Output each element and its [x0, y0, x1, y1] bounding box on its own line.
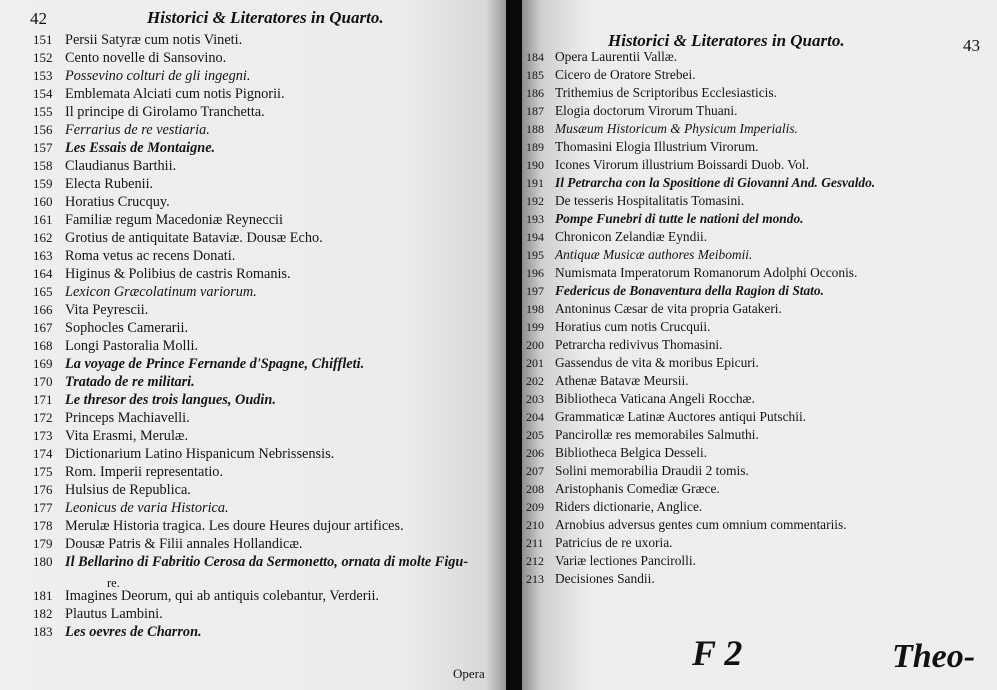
continuation-line: re. — [107, 576, 120, 590]
entry-title: Plautus Lambini. — [65, 606, 163, 622]
entry-number: 175 — [33, 464, 53, 479]
catalog-entry — [33, 391, 468, 409]
entry-number: 198 — [526, 302, 544, 316]
entry-number: 199 — [526, 320, 544, 334]
entry-title: Imagines Deorum, qui ab antiquis colebantur, Verderii. — [65, 588, 380, 604]
entry-title: Ferrarius de re vestiaria. — [65, 122, 210, 138]
entry-number: 180 — [33, 554, 53, 569]
catalog-entry — [33, 121, 468, 139]
entry-title: Icones Virorum illustrium Boissardi Duob. Vol. — [555, 157, 809, 172]
entry-title: Sophocles Camerarii. — [65, 320, 189, 336]
entry-title: Aristophanis Comediæ Græce. — [555, 481, 720, 496]
entry-number: 188 — [526, 122, 544, 136]
entry-number: 191 — [526, 176, 544, 190]
entry-title: Grammaticæ Latinæ Auctores antiqui Putschii. — [555, 409, 807, 424]
catalog-entry — [526, 156, 875, 174]
catalog-entry — [33, 193, 468, 211]
entry-number: 204 — [526, 410, 544, 424]
entry-number: 189 — [526, 140, 544, 154]
entry-number: 185 — [526, 68, 544, 82]
catalog-entry — [33, 139, 468, 157]
entry-number: 201 — [526, 356, 544, 370]
catalog-entry — [526, 390, 875, 408]
catalog-entry — [526, 570, 875, 588]
catalog-entry — [526, 174, 875, 192]
catalog-entry — [526, 426, 875, 444]
entry-number: 155 — [33, 104, 53, 119]
entry-number: 160 — [33, 194, 53, 209]
catalog-entry — [33, 605, 468, 623]
entry-title: Patricius de re uxoria. — [555, 535, 673, 550]
entry-number: 151 — [33, 32, 53, 47]
entry-number: 210 — [526, 518, 544, 532]
entry-number: 181 — [33, 588, 53, 603]
entry-title: Il Bellarino di Fabritio Cerosa da Sermonetto, ornata di molte Figu- — [65, 554, 469, 570]
entry-number: 164 — [33, 266, 53, 281]
running-header: Historici & Literatores in Quarto. — [608, 31, 845, 50]
entry-number: 187 — [526, 104, 544, 118]
catalog-entry — [33, 229, 468, 247]
entry-number: 166 — [33, 302, 53, 317]
entry-number: 206 — [526, 446, 544, 460]
catalog-entry — [33, 337, 468, 355]
catalog-entry — [33, 553, 468, 571]
catalog-entry — [526, 282, 875, 300]
right-page — [522, 0, 997, 690]
entry-number: 178 — [33, 518, 53, 533]
entry-number: 212 — [526, 554, 544, 568]
running-header: Historici & Literatores in Quarto. — [147, 8, 384, 27]
entry-title: Higinus & Polibius de castris Romanis. — [65, 266, 291, 282]
entry-number: 197 — [526, 284, 544, 298]
catalog-entry — [526, 210, 875, 228]
catalog-entry — [526, 354, 875, 372]
catalog-entry — [526, 66, 875, 84]
entry-number: 165 — [33, 284, 53, 299]
catchword: Theo- — [892, 638, 976, 675]
entry-number: 170 — [33, 374, 53, 389]
entry-title: Emblemata Alciati cum notis Pignorii. — [65, 86, 285, 102]
entry-title: Antoninus Cæsar de vita propria Gatakeri. — [555, 301, 782, 316]
entry-number: 173 — [33, 428, 53, 443]
entry-title: Claudianus Barthii. — [65, 158, 177, 174]
entry-number: 184 — [526, 50, 544, 64]
catalog-entry — [33, 175, 468, 193]
entry-number: 186 — [526, 86, 544, 100]
entry-title: Cento novelle di Sansovino. — [65, 50, 227, 66]
catalog-entry — [33, 409, 468, 427]
entry-title: Arnobius adversus gentes cum omnium commentariis. — [555, 517, 847, 532]
catalog-entry — [33, 623, 468, 641]
entry-title: De tesseris Hospitalitatis Tomasini. — [555, 193, 745, 208]
catalog-entry — [526, 552, 875, 570]
catalog-entry — [526, 408, 875, 426]
catalog-entry — [33, 247, 468, 265]
catalog-entry — [33, 517, 468, 535]
entry-number: 174 — [33, 446, 53, 461]
entry-title: Bibliotheca Belgica Desseli. — [555, 445, 708, 460]
entry-title: Les Essais de Montaigne. — [65, 140, 216, 156]
entry-title: Possevino colturi de gli ingegni. — [65, 68, 251, 84]
entry-number: 205 — [526, 428, 544, 442]
catalog-entry — [526, 192, 875, 210]
entry-number: 154 — [33, 86, 53, 101]
catalog-entry — [526, 84, 875, 102]
entry-number: 208 — [526, 482, 544, 496]
catalog-entry — [526, 102, 875, 120]
catalog-entry — [526, 120, 875, 138]
entry-number: 152 — [33, 50, 53, 65]
entry-number: 211 — [526, 536, 544, 550]
catalog-entry — [33, 535, 468, 553]
catalog-entry — [33, 427, 468, 445]
entry-number: 207 — [526, 464, 544, 478]
entry-number: 177 — [33, 500, 53, 515]
entry-title: Familiæ regum Macedoniæ Reyneccii — [65, 212, 283, 228]
page-number: 42 — [30, 9, 47, 28]
entry-title: Athenæ Batavæ Meursii. — [555, 373, 689, 388]
entry-title: Decisiones Sandii. — [555, 571, 655, 586]
entry-title: Antiquæ Musicæ authores Meibomii. — [555, 247, 753, 262]
entry-number: 159 — [33, 176, 53, 191]
catalog-entry — [526, 264, 875, 282]
entry-number: 202 — [526, 374, 544, 388]
entry-number: 179 — [33, 536, 53, 551]
catalog-entry — [33, 211, 468, 229]
entry-title: Numismata Imperatorum Romanorum Adolphi Occonis. — [555, 265, 858, 280]
entry-title: Opera Laurentii Vallæ. — [555, 49, 678, 64]
entry-number: 153 — [33, 68, 53, 83]
catalog-entry — [33, 587, 468, 605]
catalog-entry — [526, 372, 875, 390]
entry-number: 157 — [33, 140, 53, 155]
catalog-entry — [526, 300, 875, 318]
entry-number: 213 — [526, 572, 544, 586]
entry-number: 190 — [526, 158, 544, 172]
entry-title: Variæ lectiones Pancirolli. — [555, 553, 696, 568]
catalog-entry — [526, 138, 875, 156]
catalog-entry — [33, 31, 468, 49]
entry-title: Persii Satyræ cum notis Vineti. — [65, 32, 243, 48]
entry-number: 161 — [33, 212, 53, 227]
entry-number: 209 — [526, 500, 544, 514]
entry-title: Cicero de Oratore Strebei. — [555, 67, 696, 82]
entry-number: 183 — [33, 624, 53, 639]
catalog-entry — [33, 103, 468, 121]
catalog-entry — [33, 499, 468, 517]
catalog-entry — [526, 336, 875, 354]
entry-number: 182 — [33, 606, 53, 621]
entry-title: Il principe di Girolamo Tranchetta. — [65, 104, 265, 120]
entry-title: Federicus de Bonaventura della Ragion di Stato. — [555, 283, 824, 298]
catalog-entry — [33, 445, 468, 463]
entry-title: Horatius Crucquy. — [65, 194, 170, 210]
catalog-entry — [526, 498, 875, 516]
catalog-entry — [526, 516, 875, 534]
entry-title: Hulsius de Republica. — [65, 482, 191, 498]
entry-number: 162 — [33, 230, 53, 245]
entry-title: Musæum Historicum & Physicum Imperialis. — [555, 121, 798, 136]
entry-title: Roma vetus ac recens Donati. — [65, 248, 236, 264]
catalog-entry — [526, 48, 875, 66]
entry-number: 176 — [33, 482, 53, 497]
entry-title: Horatius cum notis Crucquii. — [555, 319, 711, 334]
entry-number: 192 — [526, 194, 544, 208]
catalog-entry — [526, 462, 875, 480]
entry-number: 200 — [526, 338, 544, 352]
catalog-entry — [33, 319, 468, 337]
entry-title: La voyage de Prince Fernande d'Spagne, Chiffleti. — [65, 356, 365, 372]
entry-title: Leonicus de varia Historica. — [65, 500, 229, 516]
entry-title: Le thresor des trois langues, Oudin. — [65, 392, 276, 408]
entry-list — [526, 48, 875, 588]
entry-title: Pancirollæ res memorabiles Salmuthi. — [555, 427, 759, 442]
page-number: 43 — [963, 36, 980, 55]
catalog-entry — [33, 49, 468, 67]
entry-title: Petrarcha redivivus Thomasini. — [555, 337, 723, 352]
entry-title: Rom. Imperii representatio. — [65, 464, 224, 480]
entry-title: Grotius de antiquitate Bataviæ. Dousæ Echo. — [65, 230, 323, 246]
entry-number: 195 — [526, 248, 544, 262]
entry-title: Gassendus de vita & moribus Epicuri. — [555, 355, 759, 370]
entry-title: Tratado de re militari. — [65, 374, 195, 390]
entry-title: Princeps Machiavelli. — [65, 410, 190, 426]
entry-title: Thomasini Elogia Illustrium Virorum. — [555, 139, 759, 154]
entry-number: 172 — [33, 410, 53, 425]
entry-title: Electa Rubenii. — [65, 176, 154, 192]
catalog-entry — [33, 463, 468, 481]
catalog-entry — [33, 355, 468, 373]
entry-number: 167 — [33, 320, 53, 335]
catalog-entry — [33, 301, 468, 319]
entry-title: Longi Pastoralia Molli. — [65, 338, 199, 354]
catchword: Opera — [453, 666, 485, 681]
entry-title: Trithemius de Scriptoribus Ecclesiasticis. — [555, 85, 777, 100]
entry-number: 171 — [33, 392, 53, 407]
entry-list — [33, 31, 468, 641]
catalog-entry — [526, 534, 875, 552]
entry-title: Il Petrarcha con la Spositione di Giovanni And. Gesvaldo. — [555, 175, 876, 190]
entry-number: 193 — [526, 212, 544, 226]
entry-number: 196 — [526, 266, 544, 280]
entry-number: 158 — [33, 158, 53, 173]
catalog-entry — [33, 373, 468, 391]
entry-title: Chronicon Zelandiæ Eyndii. — [555, 229, 708, 244]
catalog-entry — [526, 228, 875, 246]
entry-number: 169 — [33, 356, 53, 371]
entry-title: Vita Erasmi, Merulæ. — [65, 428, 189, 444]
catalog-entry — [526, 444, 875, 462]
entry-number: 168 — [33, 338, 53, 353]
entry-number: 194 — [526, 230, 544, 244]
catalog-entry — [526, 246, 875, 264]
entry-number: 156 — [33, 122, 53, 137]
catalog-entry — [33, 157, 468, 175]
catalog-entry — [33, 265, 468, 283]
entry-title: Solini memorabilia Draudii 2 tomis. — [555, 463, 749, 478]
signature-mark: F 2 — [692, 633, 743, 673]
catalog-entry — [526, 318, 875, 336]
entry-title: Lexicon Græcolatinum variorum. — [65, 284, 257, 300]
entry-title: Les oevres de Charron. — [65, 624, 202, 640]
book-gutter — [506, 0, 522, 690]
entry-title: Pompe Funebri di tutte le nationi del mondo. — [555, 211, 804, 226]
catalog-entry — [33, 283, 468, 301]
entry-title: Merulæ Historia tragica. Les doure Heures dujour artifices. — [65, 518, 404, 534]
catalog-entry — [526, 480, 875, 498]
catalog-entry — [33, 85, 468, 103]
entry-title: Vita Peyrescii. — [65, 302, 149, 318]
entry-number: 163 — [33, 248, 53, 263]
catalog-entry — [33, 67, 468, 85]
entry-number: 203 — [526, 392, 544, 406]
entry-title: Dousæ Patris & Filii annales Hollandicæ. — [65, 536, 303, 552]
entry-title: Elogia doctorum Virorum Thuani. — [555, 103, 738, 118]
entry-title: Bibliotheca Vaticana Angeli Rocchæ. — [555, 391, 755, 406]
entry-title: Dictionarium Latino Hispanicum Nebrissensis. — [65, 446, 335, 462]
catalog-entry — [33, 481, 468, 499]
entry-title: Riders dictionarie, Anglice. — [555, 499, 703, 514]
